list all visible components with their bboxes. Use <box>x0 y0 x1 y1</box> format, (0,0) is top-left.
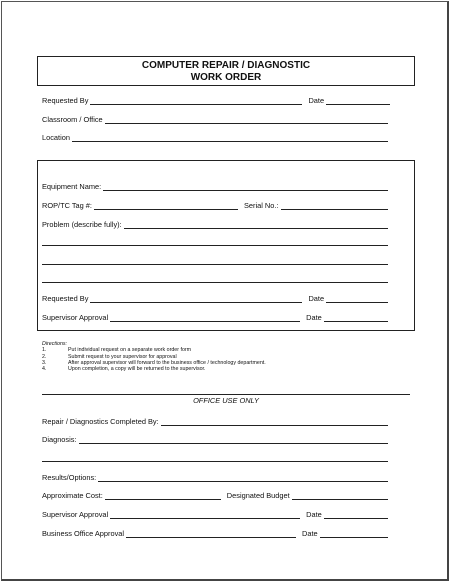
date-label: Date <box>308 96 325 105</box>
diagnosis-label: Diagnosis: <box>42 435 77 444</box>
office-supervisor-row <box>42 509 388 519</box>
location-field[interactable] <box>72 134 388 142</box>
diagnosis-line-2[interactable] <box>42 461 388 462</box>
equip-supervisor-date-field[interactable] <box>324 314 388 322</box>
equipment-name-row <box>42 181 388 191</box>
direction-text: Submit request to your supervisor for approval <box>68 353 177 360</box>
business-office-date-field[interactable] <box>320 530 388 538</box>
diagnosis-field[interactable] <box>79 436 388 444</box>
problem-line-3[interactable] <box>42 264 388 265</box>
direction-number: 2. <box>42 353 47 360</box>
directions-heading: Directions: <box>42 341 68 347</box>
direction-number: 1. <box>42 347 47 354</box>
office-supervisor-label: Supervisor Approval <box>42 510 109 519</box>
requested-by-row <box>42 95 390 105</box>
classroom-office-field[interactable] <box>105 116 388 124</box>
requested-by-field[interactable] <box>90 97 302 105</box>
equip-requested-by-field[interactable] <box>90 295 302 303</box>
form-title-line1: COMPUTER REPAIR / DIAGNOSTIC <box>141 60 311 71</box>
problem-line-2[interactable] <box>42 245 388 246</box>
equip-date-field[interactable] <box>326 295 388 303</box>
direction-number: 4. <box>42 366 47 373</box>
direction-text: Upon completion, a copy will be returned to the supervisor. <box>68 366 206 373</box>
problem-label: Problem (describe fully): <box>42 220 122 229</box>
equip-supervisor-field[interactable] <box>110 314 300 322</box>
office-supervisor-field[interactable] <box>110 511 300 519</box>
results-label: Results/Options: <box>42 473 97 482</box>
form-title-box <box>37 56 415 86</box>
completed-by-row <box>42 416 388 426</box>
results-row <box>42 472 388 482</box>
completed-by-label: Repair / Diagnostics Completed By: <box>42 417 159 426</box>
location-row <box>42 132 388 142</box>
rop-tag-label: ROP/TC Tag #: <box>42 201 92 210</box>
form-title-line2: WORK ORDER <box>190 72 262 83</box>
problem-field[interactable] <box>124 221 388 229</box>
rop-tag-field[interactable] <box>94 202 238 210</box>
equipment-name-label: Equipment Name: <box>42 182 102 191</box>
approx-cost-field[interactable] <box>105 492 221 500</box>
office-use-divider <box>42 394 410 395</box>
location-label: Location <box>42 133 70 142</box>
direction-text: Put individual request on a separate work order form <box>68 347 192 354</box>
designated-budget-field[interactable] <box>292 492 388 500</box>
equip-supervisor-date-label: Date <box>306 313 322 322</box>
directions-block <box>42 341 266 372</box>
approx-cost-label: Approximate Cost: <box>42 491 103 500</box>
business-office-row <box>42 528 388 538</box>
equip-supervisor-row <box>42 312 388 322</box>
results-field[interactable] <box>98 474 388 482</box>
equip-requested-by-row <box>42 293 388 303</box>
classroom-office-label: Classroom / Office <box>42 115 103 124</box>
problem-row <box>42 219 388 229</box>
office-supervisor-date-field[interactable] <box>324 511 388 519</box>
equip-supervisor-label: Supervisor Approval <box>42 313 109 322</box>
business-office-field[interactable] <box>126 530 296 538</box>
equip-requested-by-label: Requested By <box>42 294 89 303</box>
classroom-office-row <box>42 114 388 124</box>
tag-serial-row <box>42 200 388 210</box>
problem-line-4[interactable] <box>42 282 388 283</box>
business-office-label: Business Office Approval <box>42 529 125 538</box>
direction-text: After approval supervisor will forward to the business office / technology department. <box>68 359 266 366</box>
direction-number: 3. <box>42 359 47 366</box>
business-office-date-label: Date <box>302 529 318 538</box>
requested-by-label: Requested By <box>42 96 89 105</box>
completed-by-field[interactable] <box>161 418 388 426</box>
office-supervisor-date-label: Date <box>306 510 322 519</box>
direction-item <box>42 366 266 372</box>
serial-no-label: Serial No.: <box>243 201 279 210</box>
cost-budget-row <box>42 490 388 500</box>
equip-date-label: Date <box>308 294 325 303</box>
designated-budget-label: Designated Budget <box>226 491 290 500</box>
equipment-name-field[interactable] <box>103 183 388 191</box>
diagnosis-row <box>42 434 388 444</box>
serial-no-field[interactable] <box>281 202 389 210</box>
date-field[interactable] <box>326 97 390 105</box>
office-use-title: OFFICE USE ONLY <box>193 396 259 405</box>
